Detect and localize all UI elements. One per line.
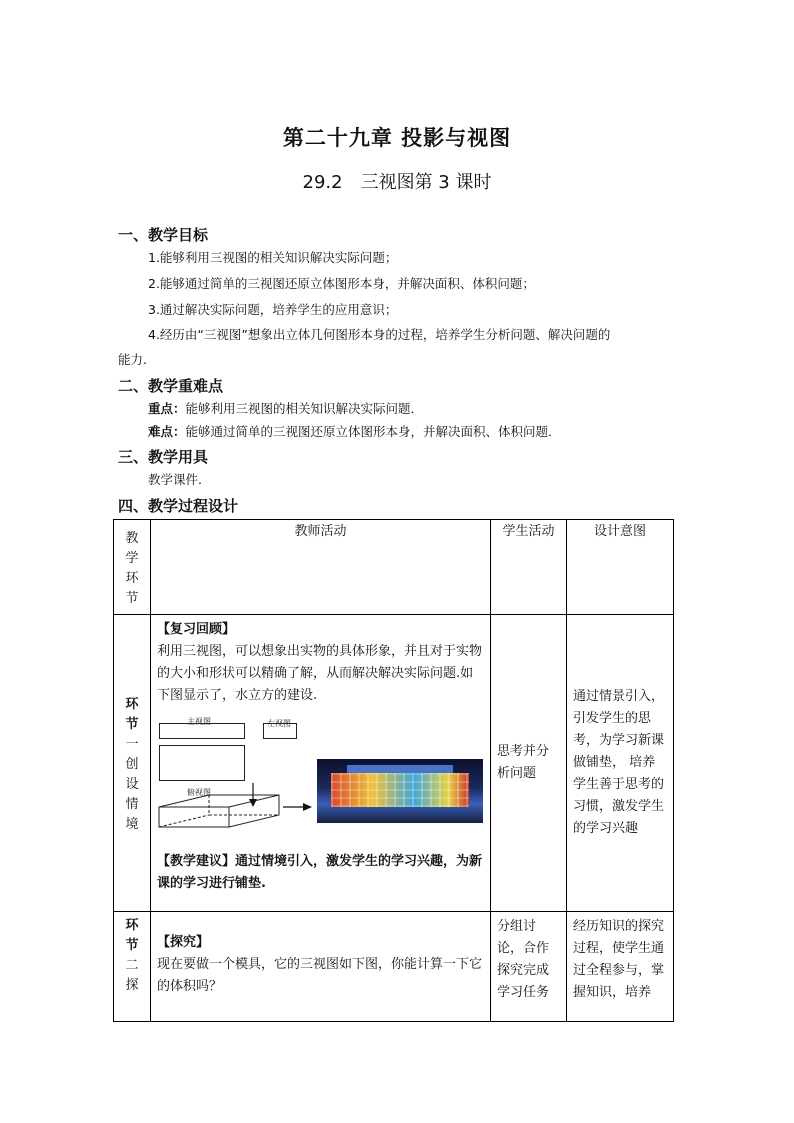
- difficulty-point: [148, 424, 561, 440]
- lesson-title: 29.2 三视图第 3 课时: [302, 172, 492, 193]
- process-table: [113, 519, 674, 1022]
- difficulty-label: 难点：: [148, 424, 186, 439]
- goal-item: 4.经历由“三视图”想象出立体几何图形本身的过程，培养学生分析问题、解决问题的: [148, 327, 611, 342]
- header-teacher: 教师活动: [151, 520, 491, 615]
- key-point: [148, 401, 423, 417]
- table-row: [114, 912, 674, 1022]
- explore-text: 现在要做一个模具，它的三视图如下图，你能计算一下它的体积吗？: [157, 957, 483, 994]
- review-text: 利用三视图，可以想象出实物的具体形象，并且对于实物的大小和形状可以精确了解，从而解决解决实际问题.如下图显示了，水立方的建设.: [157, 644, 483, 703]
- chapter-title: 第二十九章 投影与视图: [282, 126, 512, 150]
- table-row: [114, 615, 674, 912]
- key-label: 重点：: [148, 401, 186, 416]
- key-heading: 二、教学重难点: [118, 377, 224, 395]
- suggest-text: 通过情境引入，激发学生的学习兴趣，为新课的学习进行铺垫.: [157, 854, 483, 891]
- top-view-label: 俯视图: [187, 788, 211, 797]
- goal-item: 2.能够通过简单的三视图还原立体图形本身，并解决面积、体积问题；: [148, 276, 535, 291]
- row2-phase: 环 节 二 探: [114, 912, 151, 1022]
- tools-heading: 三、教学用具: [118, 448, 209, 466]
- explore-tag: 【探究】: [157, 935, 210, 950]
- header-intent: 设计意图: [567, 520, 674, 615]
- key-text: 能够利用三视图的相关知识解决实际问题．: [185, 401, 424, 416]
- row2-teacher: [151, 912, 491, 1022]
- tools-text: 教学课件.: [148, 472, 202, 487]
- row1-student: 思考并分析问题: [491, 615, 567, 912]
- header-phase: 教 学 环 节: [114, 520, 151, 615]
- teaching-suggestion: [157, 851, 484, 895]
- water-cube-photo: [317, 759, 483, 823]
- goal-item: 3.通过解决实际问题，培养学生的应用意识；: [148, 302, 398, 317]
- suggest-tag: 【教学建议】: [157, 854, 236, 869]
- difficulty-text: 能够通过简单的三视图还原立体图形本身，并解决面积、体积问题．: [185, 424, 561, 439]
- goal-item: 能力.: [118, 352, 147, 367]
- table-header-row: [114, 520, 674, 615]
- header-student: 学生活动: [491, 520, 567, 615]
- three-view-figure: [157, 711, 485, 841]
- review-tag: 【复习回顾】: [157, 622, 236, 637]
- goal-item: 1.能够利用三视图的相关知识解决实际问题；: [148, 250, 398, 265]
- front-view-label: 主视图: [187, 717, 211, 726]
- row1-intent: 通过情景引入，引发学生的思考，为学习新课做铺垫， 培养学生善于思考的习惯，激发学生的学习兴趣: [567, 615, 674, 912]
- row1-teacher: [151, 615, 491, 912]
- goals-heading: 一、教学目标: [118, 226, 209, 244]
- process-heading: 四、教学过程设计: [118, 497, 239, 515]
- row2-intent: 经历知识的探究过程，使学生通过全程参与，掌握知识，培养: [567, 912, 674, 1022]
- row1-phase: 环 节 一 创 设 情 境: [114, 615, 151, 912]
- row2-student: 分组讨论，合作探究完成学习任务: [491, 912, 567, 1022]
- left-view-label: 左视图: [267, 719, 291, 728]
